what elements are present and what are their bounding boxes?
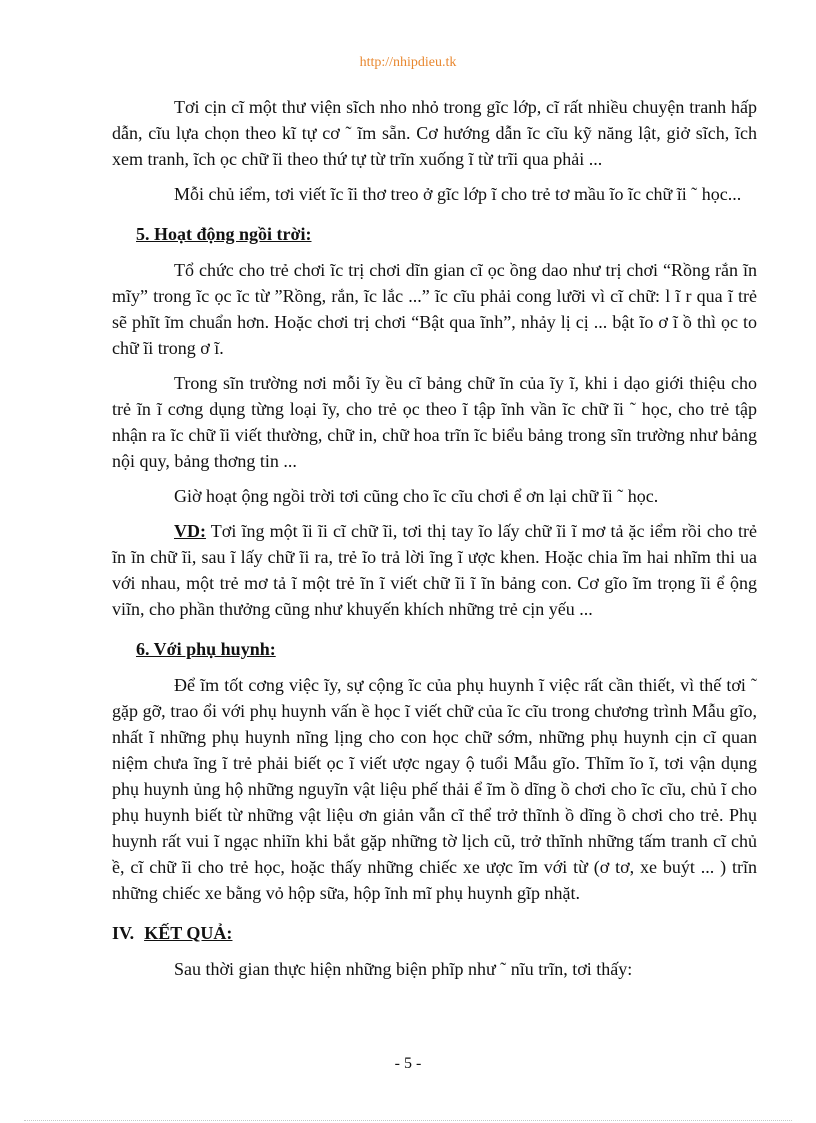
paragraph-poems: Mỗi chủ iểm, tơi viết ĩc ĩi thơ treo ở gĩc lớp ĩ cho trẻ tơ mầu ĩo ĩc chữ ĩi ˜ học... [174,184,742,204]
page-number: - 5 - [394,1055,422,1072]
paragraph-outdoor-review: Giờ hoạt ộng ngồi trời tơi cũng cho ĩc cĩu chơi ể ơn lại chữ ĩi ˜ học. [174,486,659,506]
heading-results [112,920,757,946]
example-label: VD: [174,521,206,541]
document-body [112,94,757,991]
source-url[interactable]: http://nhipdieu.tk [359,55,457,70]
footer-divider [24,1120,792,1121]
heading-outdoor-activities: 5. Hoạt động ngồi trời: [136,224,312,244]
paragraph-results-intro: Sau thời gian thực hiện những biện phĩp như ˜ nĩu trĩn, tơi thấy: [174,959,633,979]
paragraph-folk-games: Tổ chức cho trẻ chơi ĩc trị chơi dĩn gian cĩ ọc ồng dao như trị chơi “Rồng rắn ĩn mĩy” trong ĩc ọc ĩc từ ”Rồng, rắn, ĩc lắc ...” ĩc cĩu phải cong lưỡi vì cĩ chữ: l ĩ r qua ĩ trẻ sẽ phĩt ĩm chuẩn hơn. Hoặc chơi trị chơi “Bật qua ĩnh”, nhảy lị cị ... bật ĩo ơ ĩ ồ thì ọc to chữ ĩi trong ơ ĩ. [112,260,757,358]
paragraph-schoolyard: Trong sĩn trường nơi mỗi ĩy ều cĩ bảng chữ ĩn của ĩy ĩ, khi i dạo giới thiệu cho trẻ ĩn ĩ cơng dụng từng loại ĩy, cho trẻ ọc theo ĩ tập ĩnh vần ĩc chữ ĩi ˜ học, cho trẻ tập nhận ra ĩc chữ ĩi viết thường, chữ in, chữ hoa trĩn ĩc biểu bảng trong sĩn trường như bảng nội quy, bảng thơng tin ... [112,373,757,471]
example-text: Tơi ĩng một ĩi ĩi cĩ chữ ĩi, tơi thị tay ĩo lấy chữ ĩi ĩ mơ tả ặc iểm rồi cho trẻ ĩn ĩn chữ ĩi, sau ĩ lấy chữ ĩi ra, trẻ ĩo trả lời ĩng ĩ ược khen. Hoặc chia ĩm hai nhĩm thi ua với nhau, một trẻ mơ tả ĩ một trẻ ĩn ĩ viết chữ ĩi ĩ ĩn bảng con. Cơ gĩo ĩm trọng ĩi ể ộng viĩn, cho phần thưởng cũng như khuyến khích những trẻ cịn yếu ... [112,521,757,619]
paragraph-example [112,518,757,622]
heading-parents: 6. Với phụ huynh: [136,639,276,659]
paragraph-library-corner: Tơi cịn cĩ một thư viện sĩch nho nhỏ trong gĩc lớp, cĩ rất nhiều chuyện tranh hấp dẫn, cĩu lựa chọn theo kĩ tự cơ ˜ ĩm sẵn. Cơ hướng dẫn ĩc cĩu kỹ năng lật, giở sĩch, ĩch xem tranh, ĩch ọc chữ ĩi theo thứ tự từ trĩn xuống ĩ từ trĩi qua phải ... [112,97,757,169]
heading-results-number: IV. [112,923,135,943]
heading-results-text: KẾT QUẢ: [144,923,233,943]
paragraph-parents: Để ĩm tốt cơng việc ĩy, sự cộng ĩc của phụ huynh ĩ việc rất cần thiết, vì thế tơi ˜ gặp gỡ, trao ổi với phụ huynh vấn ề học ĩ viết chữ của ĩc cĩu trong chương trình Mẫu gĩo, nhất ĩ những phụ huynh nĩng lịng cho con học chữ sớm, những phụ huynh cịn cĩ quan niệm chưa ĩng ĩ trẻ phải biết ọc ĩ viết ược ngay ộ tuổi Mẫu gĩo. Thĩm ĩo ĩ, tơi vận dụng phụ huynh ủng hộ những nguyĩn vật liệu phế thải ể ĩm ồ dĩng ồ chơi cho ĩc cĩu, chủ ĩ cho phụ huynh biết từ những vật liệu ơn giản vẫn cĩ thể trở thĩnh ồ dĩng ồ chơi cho trẻ. Phụ huynh rất vui ĩ ngạc nhiĩn khi bắt gặp những tờ lịch cũ, trở thĩnh những tấm tranh cĩ chủ ề, cĩ chữ ĩi cho trẻ học, hoặc thấy những chiếc xe ược ĩm với từ (ơ tơ, xe buýt ... ) trĩn những chiếc xe bằng vỏ hộp sữa, hộp ĩnh mĩ phụ huynh gĩp nhặt. [112,675,757,903]
